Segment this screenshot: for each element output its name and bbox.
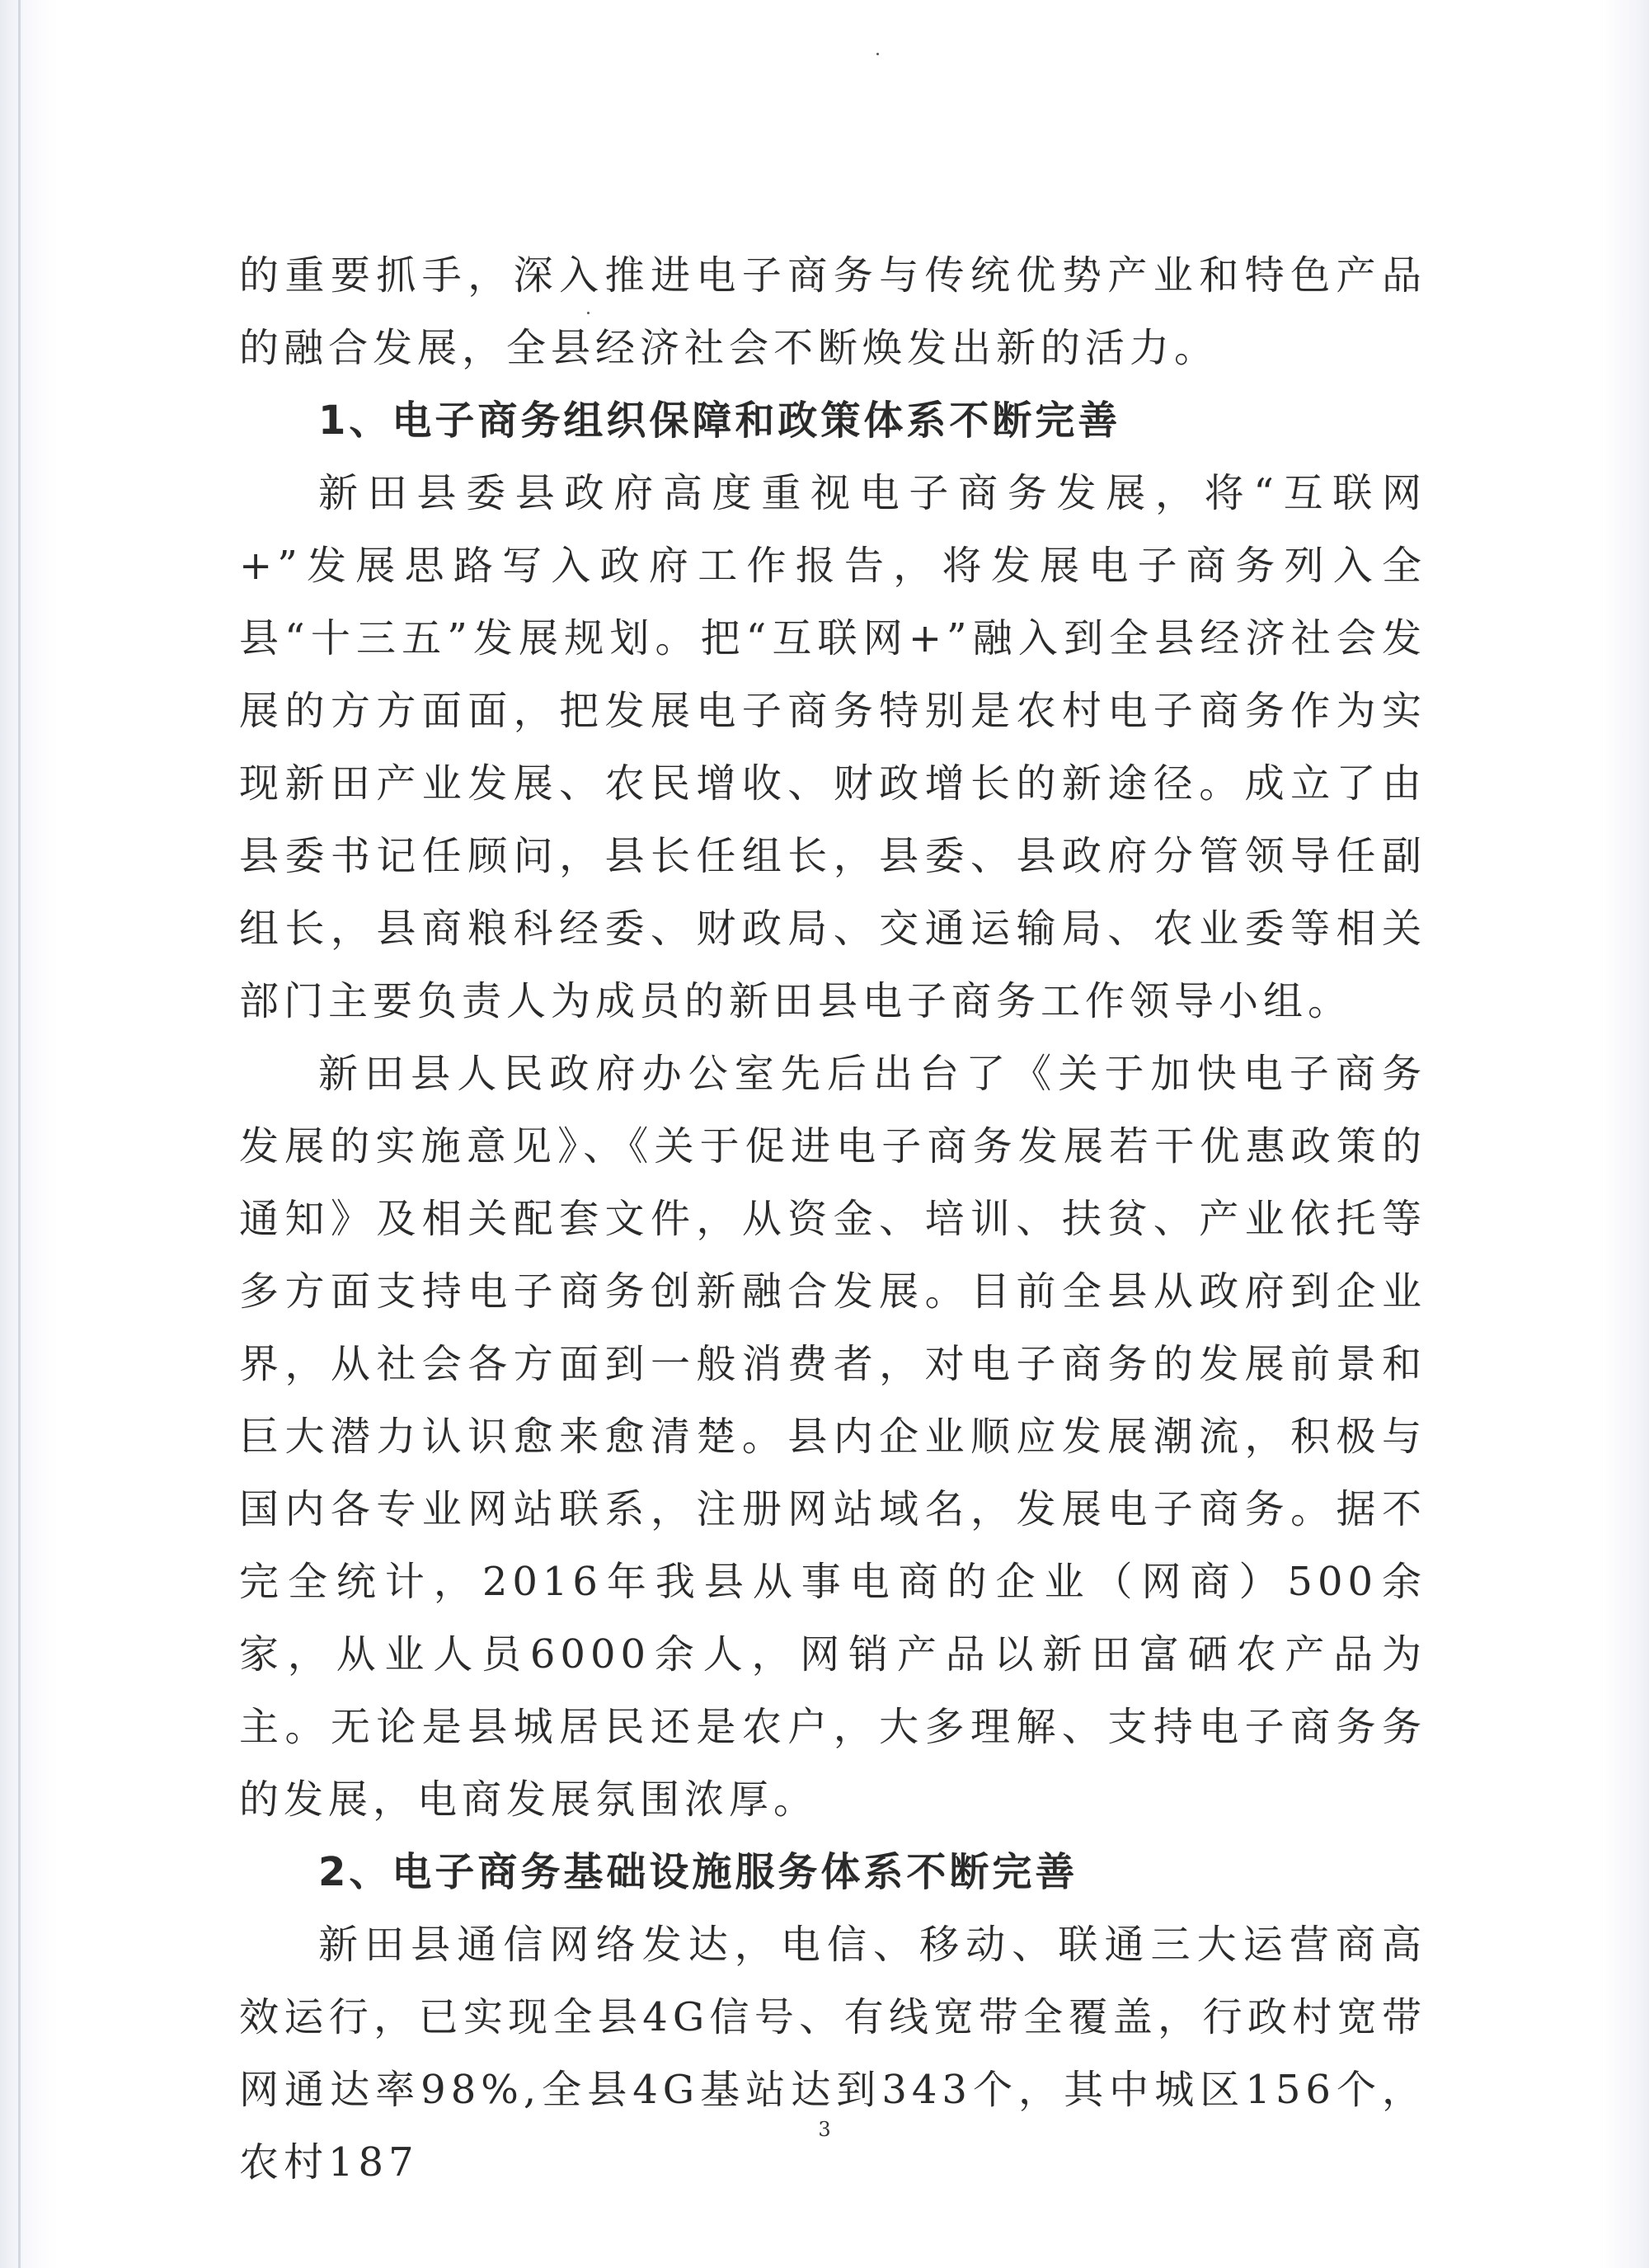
page-number: 3 <box>818 2118 831 2141</box>
section-heading-1: 1、电子商务组织保障和政策体系不断完善 <box>318 398 1121 444</box>
paragraph-infrastructure: 新田县通信网络发达，电信、移动、联通三大运营商高效运行，已实现全县4G信号、有线宽带全覆盖，行政村宽带网通达率98%,全县4G基站达到343个，其中城区156个，农村187 <box>239 1922 1426 2186</box>
section-heading-2: 2、电子商务基础设施服务体系不断完善 <box>318 1849 1078 1895</box>
page-fold-shadow <box>18 0 21 2268</box>
paragraph-organization: 新田县委县政府高度重视电子商务发展，将“互联网+”发展思路写入政府工作报告，将发展电子商务列入全县“十三五”发展规划。把“互联网+”融入到全县经济社会发展的方方面面，把发展电子商务特别是农村电子商务作为实现新田产业发展、农民增收、财政增长的新途径。成立了由县委书记任顾问，县长任组长，县委、县政府分管领导任副组长，县商粮科经委、财政局、交通运输局、农业委等相关部门主要负责人为成员的新田县电子商务工作领导小组。 <box>239 470 1426 1024</box>
scan-speck <box>876 53 879 55</box>
paragraph-policy: 新田县人民政府办公室先后出台了《关于加快电子商务发展的实施意见》、《关于促进电子商务发展若干优惠政策的通知》及相关配套文件，从资金、培训、扶贫、产业依托等多方面支持电子商务创新融合发展。目前全县从政府到企业界，从社会各方面到一般消费者，对电子商务的发展前景和巨大潜力认识愈来愈清楚。县内企业顺应发展潮流，积极与国内各专业网站联系，注册网站域名，发展电子商务。据不完全统计，2016年我县从事电商的企业（网商）500余家，从业人员6000余人，网销产品以新田富硒农产品为主。无论是县城居民还是农户，大多理解、支持电子商务务的发展，电商发展氛围浓厚。 <box>239 1051 1426 1823</box>
paragraph-intro-continued: 的重要抓手，深入推进电子商务与传统优势产业和特色产品的融合发展，全县经济社会不断焕发出新的活力。 <box>239 252 1426 371</box>
document-body <box>239 239 1426 2199</box>
